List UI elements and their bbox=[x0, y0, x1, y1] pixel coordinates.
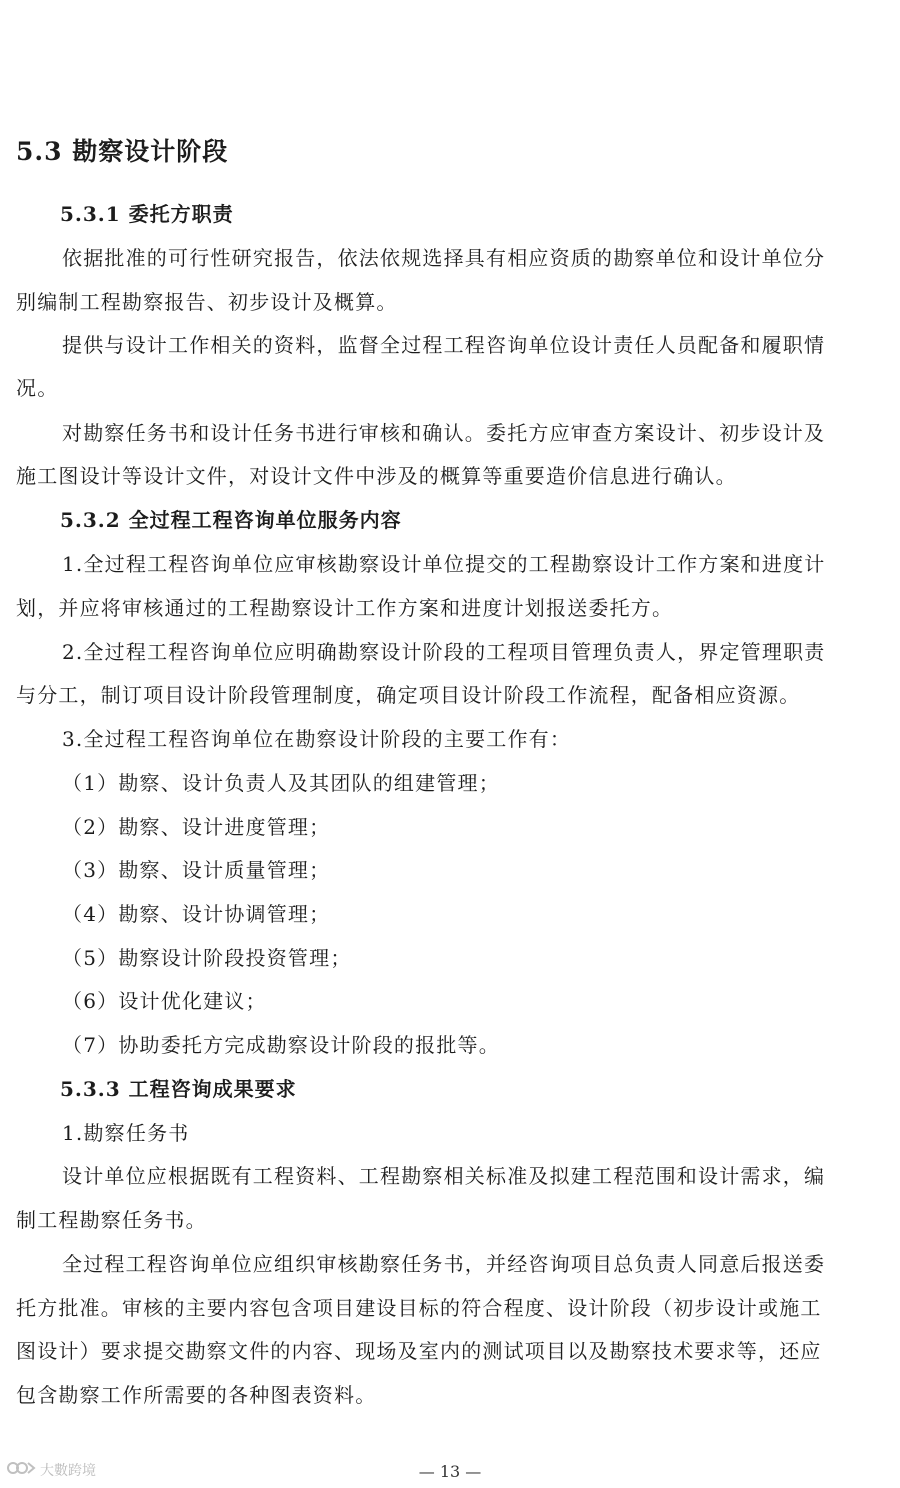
paragraph-line: 划，并应将审核通过的工程勘察设计工作方案和进度计划报送委托方。 bbox=[16, 596, 674, 620]
paragraph-line: 依据批准的可行性研究报告，依法依规选择具有相应资质的勘察单位和设计单位分 bbox=[62, 246, 826, 270]
paragraph-line: 1.全过程工程咨询单位应审核勘察设计单位提交的工程勘察设计工作方案和进度计 bbox=[62, 552, 826, 576]
paragraph-line: 施工图设计等设计文件，对设计文件中涉及的概算等重要造价信息进行确认。 bbox=[16, 464, 737, 488]
subsection-title-5-3-3: 5.3.3 工程咨询成果要求 bbox=[60, 1077, 297, 1101]
watermark bbox=[6, 1458, 96, 1482]
watermark-text: 大數跨境 bbox=[40, 1463, 96, 1479]
paragraph-line: 托方批准。审核的主要内容包含项目建设目标的符合程度、设计阶段（初步设计或施工 bbox=[16, 1296, 822, 1320]
list-item: （5）勘察设计阶段投资管理； bbox=[62, 946, 352, 970]
paragraph-line: 图设计）要求提交勘察文件的内容、现场及室内的测试项目以及勘察技术要求等，还应 bbox=[16, 1339, 822, 1363]
paragraph-line: 况。 bbox=[16, 376, 59, 400]
section-title: 5.3 勘察设计阶段 bbox=[16, 137, 229, 166]
subsection-title-5-3-1: 5.3.1 委托方职责 bbox=[60, 202, 234, 226]
list-item: （6）设计优化建议； bbox=[62, 989, 267, 1013]
paragraph-line: 对勘察任务书和设计任务书进行审核和确认。委托方应审查方案设计、初步设计及 bbox=[62, 421, 826, 445]
watermark-logo-icon bbox=[6, 1458, 36, 1482]
paragraph-line: 包含勘察工作所需要的各种图表资料。 bbox=[16, 1383, 377, 1407]
page-number: — 13 — bbox=[418, 1462, 482, 1481]
list-item: （2）勘察、设计进度管理； bbox=[62, 815, 331, 839]
paragraph-line: 制工程勘察任务书。 bbox=[16, 1208, 207, 1232]
list-item: （3）勘察、设计质量管理； bbox=[62, 858, 331, 882]
paragraph-line: 别编制工程勘察报告、初步设计及概算。 bbox=[16, 290, 398, 314]
paragraph-line: 全过程工程咨询单位应组织审核勘察任务书，并经咨询项目总负责人同意后报送委 bbox=[62, 1252, 826, 1276]
paragraph-line: 1.勘察任务书 bbox=[62, 1121, 190, 1145]
paragraph-line: 2.全过程工程咨询单位应明确勘察设计阶段的工程项目管理负责人，界定管理职责 bbox=[62, 640, 826, 664]
paragraph-line: 与分工，制订项目设计阶段管理制度，确定项目设计阶段工作流程，配备相应资源。 bbox=[16, 683, 801, 707]
subsection-title-5-3-2: 5.3.2 全过程工程咨询单位服务内容 bbox=[60, 508, 402, 532]
list-item: （1）勘察、设计负责人及其团队的组建管理； bbox=[62, 771, 500, 795]
paragraph-line: 3.全过程工程咨询单位在勘察设计阶段的主要工作有： bbox=[62, 727, 572, 751]
list-item: （7）协助委托方完成勘察设计阶段的报批等。 bbox=[62, 1033, 500, 1057]
list-item: （4）勘察、设计协调管理； bbox=[62, 902, 331, 926]
paragraph-line: 设计单位应根据既有工程资料、工程勘察相关标准及拟建工程范围和设计需求，编 bbox=[62, 1164, 826, 1188]
paragraph-line: 提供与设计工作相关的资料，监督全过程工程咨询单位设计责任人员配备和履职情 bbox=[62, 333, 826, 357]
